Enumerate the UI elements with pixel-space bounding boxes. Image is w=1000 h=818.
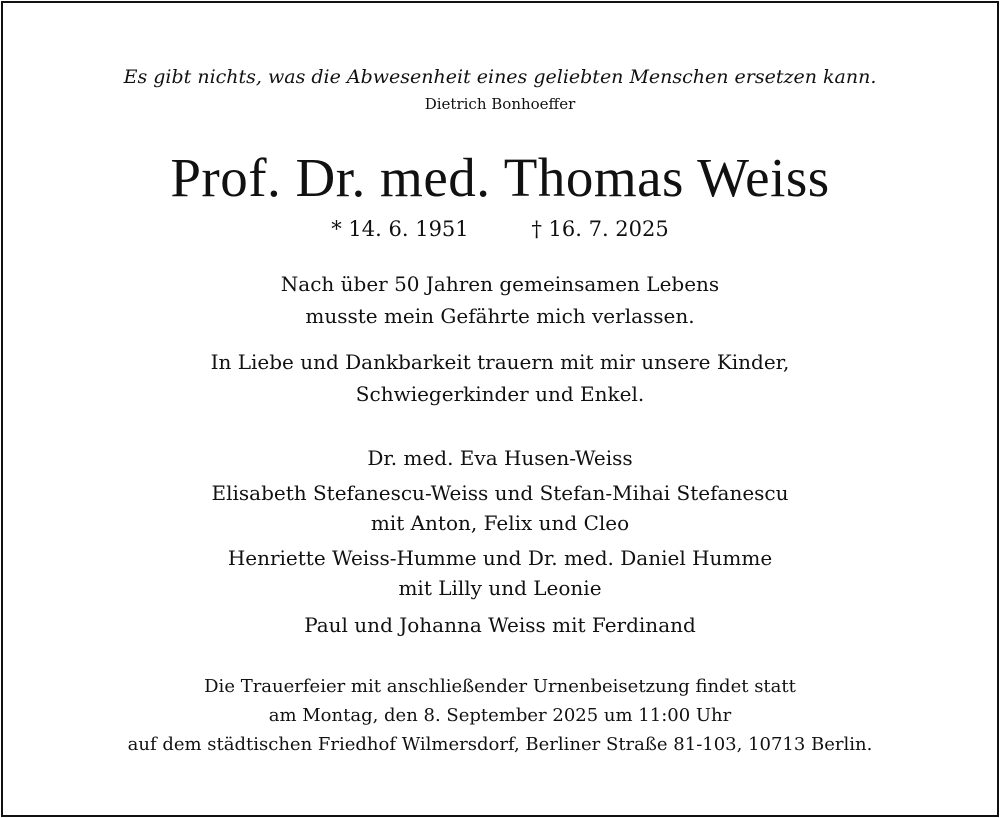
- ceremony-line: am Montag, den 8. September 2025 um 11:00 Uhr: [268, 705, 732, 726]
- message-line: Nach über 50 Jahren gemeinsamen Lebens: [280, 272, 720, 296]
- mourner-line: Dr. med. Eva Husen-Weiss: [367, 446, 633, 470]
- message-line: musste mein Gefährte mich verlassen.: [305, 304, 695, 328]
- ceremony-line: Die Trauerfeier mit anschließender Urnenbeisetzung findet statt: [204, 676, 796, 697]
- message-line: In Liebe und Dankbarkeit trauern mit mir unsere Kinder,: [210, 350, 790, 374]
- quote-author: Dietrich Bonhoeffer: [424, 95, 576, 113]
- message-line: Schwiegerkinder und Enkel.: [355, 382, 645, 406]
- mourner-line: Elisabeth Stefanescu-Weiss und Stefan-Mihai Stefanescu: [211, 481, 789, 505]
- mourner-line: mit Anton, Felix und Cleo: [370, 511, 630, 535]
- life-dates: [0, 215, 1000, 243]
- ceremony-line: auf dem städtischen Friedhof Wilmersdorf, Berliner Straße 81-103, 10713 Berlin.: [127, 734, 873, 755]
- deceased-name: Prof. Dr. med. Thomas Weiss: [170, 147, 830, 208]
- mourner-line: mit Lilly und Leonie: [398, 576, 602, 600]
- mourner-line: Henriette Weiss-Humme und Dr. med. Daniel Humme: [227, 546, 773, 570]
- birth-date: * 14. 6. 1951: [331, 217, 469, 241]
- quote-text: Es gibt nichts, was die Abwesenheit eines geliebten Menschen ersetzen kann.: [123, 66, 877, 88]
- death-date: † 16. 7. 2025: [531, 217, 669, 241]
- mourner-line: Paul und Johanna Weiss mit Ferdinand: [304, 613, 696, 637]
